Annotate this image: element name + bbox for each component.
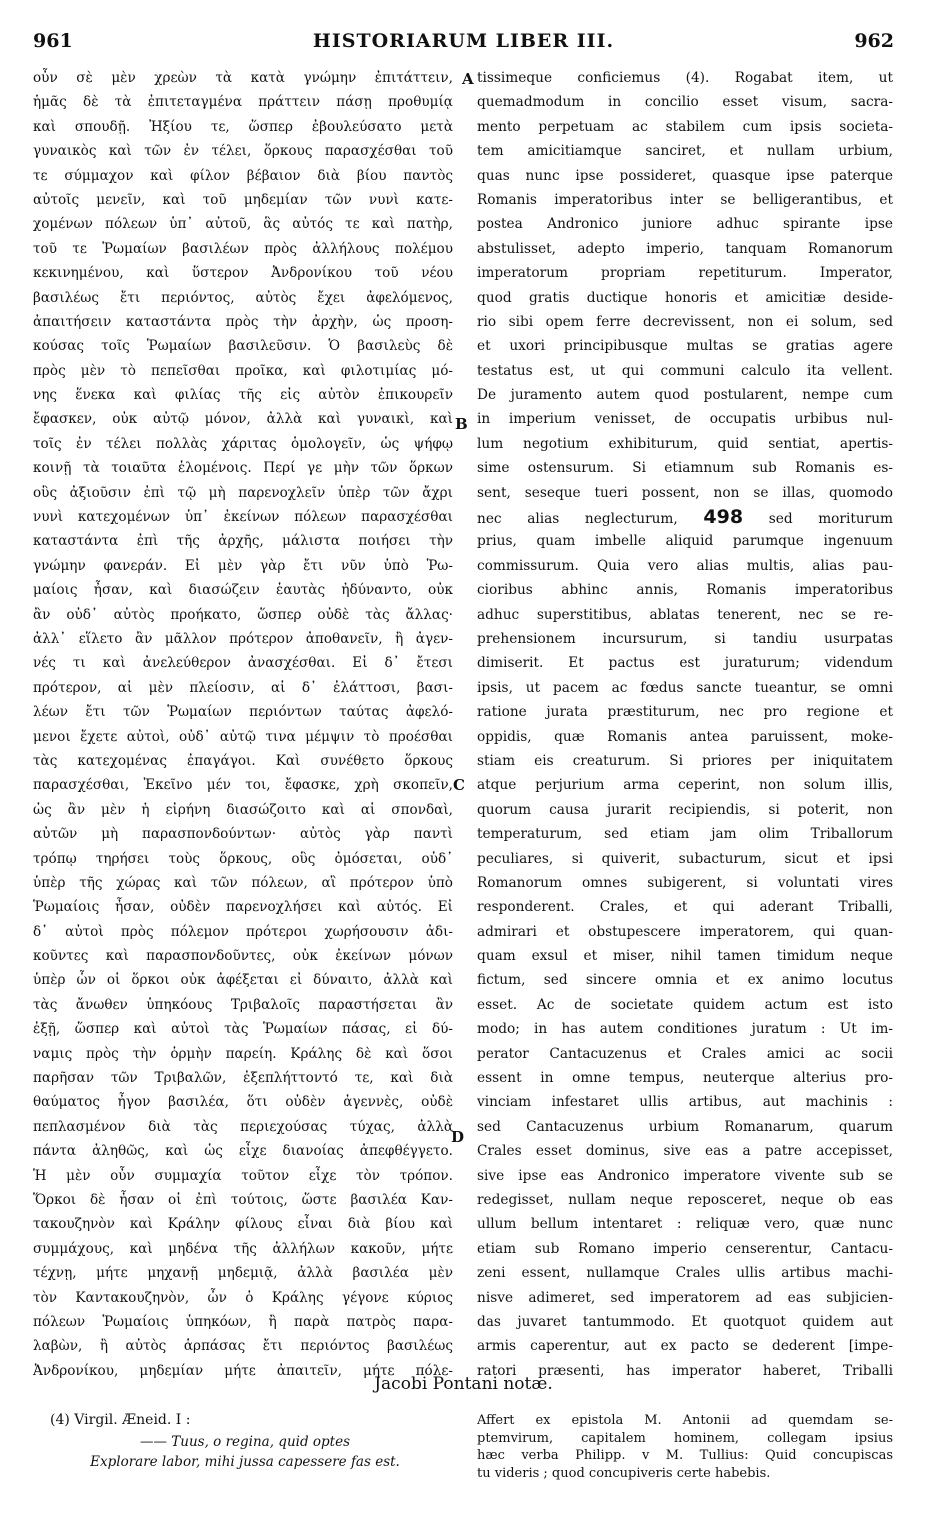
text-line: quemadmodum in concilio esset visum, sacra- (477, 94, 893, 111)
text-line: τοῦ τε Ῥωμαίων βασιλέων πρὸς ἀλλήλους πολέμου (33, 240, 453, 257)
notes-title: Jacobi Pontani notæ. (374, 1374, 553, 1394)
text-line: κοῦντες καὶ παρασπονδοῦντες, οὐκ ἐκείνων μόνων (33, 948, 453, 965)
text-line: πεπλασμένον διὰ τὰς περιεχούσας τύχας, ἀλλὰ (33, 1118, 453, 1135)
text-line: πρότερον, αἱ μὲν πλείοσιν, αἱ δ᾽ ἐλάττοσι, βασι- (33, 679, 453, 696)
text-line: ναμις πρὸς τὴν ὁρμὴν παρείη. Κράλης δὲ καὶ ὅσοι (33, 1045, 453, 1062)
text-line: peculiares, si quiverit, subacturum, sicut et ipsi (477, 850, 893, 867)
text-line: das juvaret tantummodo. Et quotquot quidem aut (477, 1313, 893, 1330)
text-line: αὐτοῖς μενεῖν, καὶ τοῦ μηδεμίαν τῶν νυνὶ κατε- (33, 191, 453, 208)
text-line: sive ipse eas Andronico imperatore vivente sub se (477, 1167, 893, 1184)
text-line: mento perpetuam ac stabilem cum ipsis societa- (477, 118, 893, 135)
text-line: ἔφασκεν, οὐκ αὐτῷ μόνον, ἀλλὰ καὶ γυναικὶ, καὶ (33, 411, 453, 428)
text-line: πάντα ἀληθῶς, καὶ ὡς εἶχε διανοίας ἀπεφθέγγετο. (33, 1143, 453, 1160)
text-line: adhuc superstitibus, ablatas tenerent, nec se re- (477, 606, 893, 623)
text-line: Crales esset dominus, sive eas a patre accepisset, (477, 1143, 893, 1160)
text-line: sed Cantacuzenus urbium Romanarum, quarum (477, 1118, 893, 1135)
text-line: πόλεων Ῥωμαίοις ὑπηκόων, ἢ παρὰ πατρὸς παρα- (33, 1313, 453, 1330)
text-line: ἂν οὐδ᾽ αὐτὸς προήκατο, ὥσπερ οὐδὲ τὰς ἄλλας· (33, 606, 453, 623)
text-line: admirari et obstupescere imperatorem, qui quan- (477, 923, 893, 940)
text-line: et uxori principibusque multas se gratias agere (477, 338, 893, 355)
text-line: nec alias neglecturum, 498 sed moriturum (477, 506, 893, 529)
text-line: δ᾽ αὐτοὶ πρὸς πόλεμον πρότεροι χωρήσουσιν ἀδι- (33, 923, 453, 940)
text-line: τὰς ἄνωθεν ὑπηκόους Τριβαλοῖς παραστήσεται ἂν (33, 996, 453, 1013)
text-line: Ὅρκοι δὲ ἦσαν οἱ ἐπὶ τούτοις, ὥστε βασιλέα Καν- (33, 1191, 453, 1208)
text-line: temperaturum, sed etiam jam olim Triballorum (477, 826, 893, 843)
text-line: αὐτῶν μὴ παρασπονδούντων· αὐτὸς γὰρ παντὶ (33, 826, 453, 843)
text-line: γυναικὸς καὶ τῶν ἐν τέλει, ὅρκους παρασχέσθαι τοῦ (33, 143, 453, 160)
text-line: λέων ἔτι τῶν Ῥωμαίων περιόντων ταύτας ἀφελό- (33, 704, 453, 721)
text-line: καταστάντα ἐπὶ τῆς ἀρχῆς, μάλιστα ποιήσει τὴν (33, 533, 453, 550)
text-line: armis caperentur, aut ex pacto se dederent [impe- (477, 1338, 893, 1355)
text-line: ὑπὲρ τῆς χώρας καὶ τῶν πόλεων, αἳ πρότερον ὑπὸ (33, 874, 453, 891)
text-line: τε σύμμαχον καὶ φίλον βέβαιον διὰ βίου παντὸς (33, 167, 453, 184)
text-line: ἀλλ᾽ εἵλετο ἂν μᾶλλον πρότερον ἀποθανεῖν, ἢ ἀγεν- (33, 630, 453, 647)
text-line: ullum bellum intentaret : reliquæ vero, quæ nunc (477, 1216, 893, 1233)
text-line: quod gratis ductique honoris et amicitiæ deside- (477, 289, 893, 306)
text-line: tu videris ; quod concupiveris certe habebis. (477, 1465, 771, 1481)
text-line: Affert ex epistola M. Antonii ad quemdam se- (477, 1413, 893, 1428)
text-line: testatus est, ut qui communi calculo ita vellent. (477, 362, 893, 379)
text-line: πρὸς μὲν τὸ πεπεῖσθαι προῖκα, καὶ φιλοτιμίας μό- (33, 362, 453, 379)
note-verse-line-1: —— Tuus, o regina, quid optes (139, 1434, 351, 1450)
greek-text-column (33, 66, 453, 1383)
text-line: μενοι ἔχετε αὐτοὶ, οὐδ᾽ αὐτῷ τινα μέμψιν τὸ προέσθαι (33, 728, 453, 745)
text-line: καὶ σπουδῇ. Ἠξίου τε, ὥσπερ ἐβουλεύσατο μετὰ (33, 118, 453, 135)
text-line: tem amicitiamque sanciret, et nullam urbium, (477, 143, 893, 160)
text-line: ἀπαιτήσειν καταστάντα πρὸς τὴν ἀρχὴν, ὡς προση- (33, 313, 453, 330)
text-line: τὰς κατεχομένας ἐπαγάγοι. Καὶ συνέθετο ὅρκους (33, 752, 453, 769)
text-line: συμμάχους, καὶ μηδένα τῆς ἀλλήλων κακοῦν, μήτε (33, 1240, 453, 1257)
text-line: sent, seseque tueri possent, non se illas, quomodo (477, 484, 893, 501)
text-line: ὑπὲρ ὧν οἱ ὅρκοι οὐκ ἀφέξεται εἰ δύναιτο, ἀλλὰ καὶ (33, 972, 453, 989)
text-line: stiam eis creaturum. Si priores per iniquitatem (477, 752, 893, 769)
text-line: abstulisset, adepto imperio, tanquam Romanorum (477, 240, 893, 257)
text-line: quorum causa jurarit recipiendis, si poterit, non (477, 801, 893, 818)
text-line: Ἀνδρονίκου, μηδεμίαν μήτε ἀπαιτεῖν, μήτε πόλε- (33, 1362, 453, 1379)
text-line: παρῆσαν τῶν Τριβαλῶν, ἐξεπλήττοντό τε, καὶ διὰ (33, 1070, 453, 1087)
text-line: Ἡ μὲν οὖν συμμαχία τοῦτον εἶχε τὸν τρόπον. (33, 1167, 453, 1184)
text-line: Ῥωμαίοις ἦσαν, οὐδὲν παρενοχλήσει καὶ αὐτός. Εἰ (33, 899, 453, 916)
right-page-number: 962 (854, 30, 894, 52)
text-line: commissurum. Quia vero alias multis, alias pau- (477, 557, 893, 574)
note-verse-line-2: Explorare labor, mihi jussa capessere fas est. (90, 1454, 400, 1470)
text-line: postea Andronico juniore adhuc spirante ipse (477, 216, 893, 233)
text-line: θαύματος ἦγον βασιλέα, ὅτι οὐδὲν ἀγεννὲς, οὐδὲ (33, 1094, 453, 1111)
text-line: οὖν σὲ μὲν χρεὼν τὰ κατὰ γνώμην ἐπιτάττειν, (33, 70, 453, 86)
text-line: prius, quam imbelle aliquid parumque ingenuum (477, 533, 893, 550)
text-line: essent in omne tempus, neuterque alterius pro- (477, 1070, 893, 1087)
text-line: ἐξῇ, ὥσπερ καὶ αὐτοὶ τὰς Ῥωμαίων πάσας, εἰ δύ- (33, 1021, 453, 1038)
note-reference: (4) Virgil. Æneid. I : (50, 1412, 191, 1428)
running-title: HISTORIARUM LIBER III. (312, 30, 615, 52)
text-line: κοινῇ τὰ τοιαῦτα ἑλομένοις. Περί γε μὴν τῶν ὅρκων (33, 460, 453, 477)
text-line: quam exsul et miser, nihil tamen timidum neque (477, 948, 893, 965)
text-line: rio sibi opem ferre decrevissent, non ei solum, sed (477, 313, 893, 330)
text-line: atque perjurium arma ceperint, non solum illis, (477, 777, 893, 794)
text-line: vinciam infestaret ullis artibus, aut machinis : (477, 1094, 893, 1111)
margin-letter-a: A (462, 70, 474, 88)
text-line: τοῖς ἐν τέλει πολλὰς χάριτας ὁμολογεῖν, ὡς ψήφῳ (33, 435, 453, 452)
latin-text-column (477, 66, 893, 1383)
left-page-number: 961 (33, 30, 73, 52)
text-line: tissimeque conficiemus (4). Rogabat item, ut (477, 70, 893, 86)
text-line: De juramento autem quod postularent, nempe cum (477, 387, 893, 404)
text-line: μαίοις ἦσαν, καὶ διασώζειν ἑαυτὰς ἠδύναντο, οὐκ (33, 582, 453, 599)
text-line: in imperium venisset, de occupatis urbibus nul- (477, 411, 893, 428)
text-line: etiam sub Romano imperio censerentur, Cantacu- (477, 1240, 893, 1257)
text-line: τρόπῳ τηρήσει τοὺς ὅρκους, οὓς ὀμόσεται, οὐδ᾽ (33, 850, 453, 867)
text-line: imperatorum propriam repetiturum. Imperator, (477, 265, 893, 282)
text-line: fictum, sed sincere omnia et ex animo locutus (477, 972, 893, 989)
text-line: prehensionem incursurum, si tandiu usurpatas (477, 630, 893, 647)
text-line: ptemvirum, capitalem hominem, collegam ipsius (477, 1430, 893, 1446)
text-line: perator Cantacuzenus et Crales amici ac socii (477, 1045, 893, 1062)
text-line: ἡμᾶς δὲ τὰ ἐπιτεταγμένα πράττειν πάσῃ προθυμίᾳ (33, 94, 453, 111)
text-line: ὡς ἂν μὲν ἡ εἰρήνη διασώζοιτο καὶ αἱ σπονδαὶ, (33, 801, 453, 818)
text-line: dimiserit. Et pactus est juraturum; videndum (477, 655, 893, 672)
text-line: modo; in has autem conditiones juratum : Ut im- (477, 1021, 893, 1038)
text-line: sime ostensurum. Si etiamnum sub Romanis es- (477, 460, 893, 477)
text-line: τέχνῃ, μήτε μηχανῇ μηδεμιᾷ, ἀλλὰ βασιλέα μὲν (33, 1265, 453, 1282)
text-line: oppidis, quæ Romanis antea paruissent, moke- (477, 728, 893, 745)
text-line: νές τι καὶ ἀνελεύθερον ἀνασχέσθαι. Εἰ δ᾽ ἔτεσι (33, 655, 453, 672)
text-line: λαβὼν, ἢ αὐτὸς ἁρπάσας ἔτι περιόντος βασιλέως (33, 1338, 453, 1355)
margin-letter-d: D (451, 1128, 465, 1146)
note-left (50, 1408, 440, 1472)
text-line: γνώμην φανεράν. Εἰ μὲν γὰρ ἔτι νῦν ὑπὸ Ῥω- (33, 557, 453, 574)
margin-letter-b: B (455, 415, 468, 433)
text-line: quas nunc ipse possideret, quasque ipse paterque (477, 167, 893, 184)
text-line: τακουζηνὸν καὶ Κράλην φίλους εἶναι διὰ βίου καὶ (33, 1216, 453, 1233)
text-line: βασιλέως ἔτι περιόντος, αὐτὸς ἔχει ἀφελόμενος, (33, 289, 453, 306)
text-line: zeni essent, nullamque Crales ullis artibus machi- (477, 1265, 893, 1282)
text-line: κεκινημένου, καὶ ὕστερον Ἀνδρονίκου τοῦ νέου (33, 265, 453, 282)
text-line: οὓς ἀξιοῦσιν ἐπὶ τῷ μὴ παρενοχλεῖν ὑπὲρ τῶν ἄχρι (33, 484, 453, 501)
text-line: Romanis imperatoribus inter se belligerantibus, et (477, 191, 893, 208)
text-line: ratione jurata præstiturum, nec pro regione et (477, 704, 893, 721)
text-line: χομένων πόλεων ὑπ᾽ αὐτοῦ, ἃς αὐτός τε καὶ πατὴρ, (33, 216, 453, 233)
text-line: τὸν Καντακουζηνὸν, ὧν ὁ Κράλης γέγονε κύριος (33, 1289, 453, 1306)
text-line: νης ἕνεκα καὶ φιλίας τῆς εἰς αὐτὸν ἐπικουρεῖν (33, 387, 453, 404)
inline-page-marker: 498 (703, 506, 744, 529)
text-line: hæc verba Philipp. v M. Tullius: Quid concupiscas (477, 1448, 893, 1463)
text-line: ratori præsenti, has imperator haberet, Triballi (477, 1362, 893, 1379)
text-line: Romanorum omnes subigerent, si voluntati vires (477, 874, 893, 891)
text-line: cioribus abhinc annis, Romanis imperatoribus (477, 582, 893, 599)
text-line: ipsis, ut pacem ac fœdus sancte tueantur, se omni (477, 679, 893, 696)
text-line: κούσας τοῖς Ῥωμαίων βασιλεῦσιν. Ὁ βασιλεὺς δὲ (33, 338, 453, 355)
margin-letter-c: C (453, 776, 465, 794)
text-line: redegisset, nullam neque reposceret, neque ob eas (477, 1191, 893, 1208)
text-line: παρασχέσθαι, Ἐκεῖνο μέν τοι, ἔφασκε, χρὴ σκοπεῖν, (33, 777, 453, 794)
text-line: nisve adimeret, sed imperatorem ad eas subjicien- (477, 1289, 893, 1306)
note-right (477, 1412, 893, 1482)
text-line: νυνὶ κατεχομένων ὑπ᾽ ἐκείνων πόλεων παρασχέσθαι (33, 509, 453, 526)
text-line: lum negotium exhibiturum, quid sentiat, apertis- (477, 435, 893, 452)
text-line: responderent. Crales, et qui aderant Triballi, (477, 899, 893, 916)
text-line: esset. Ac de societate quidem actum est isto (477, 996, 893, 1013)
